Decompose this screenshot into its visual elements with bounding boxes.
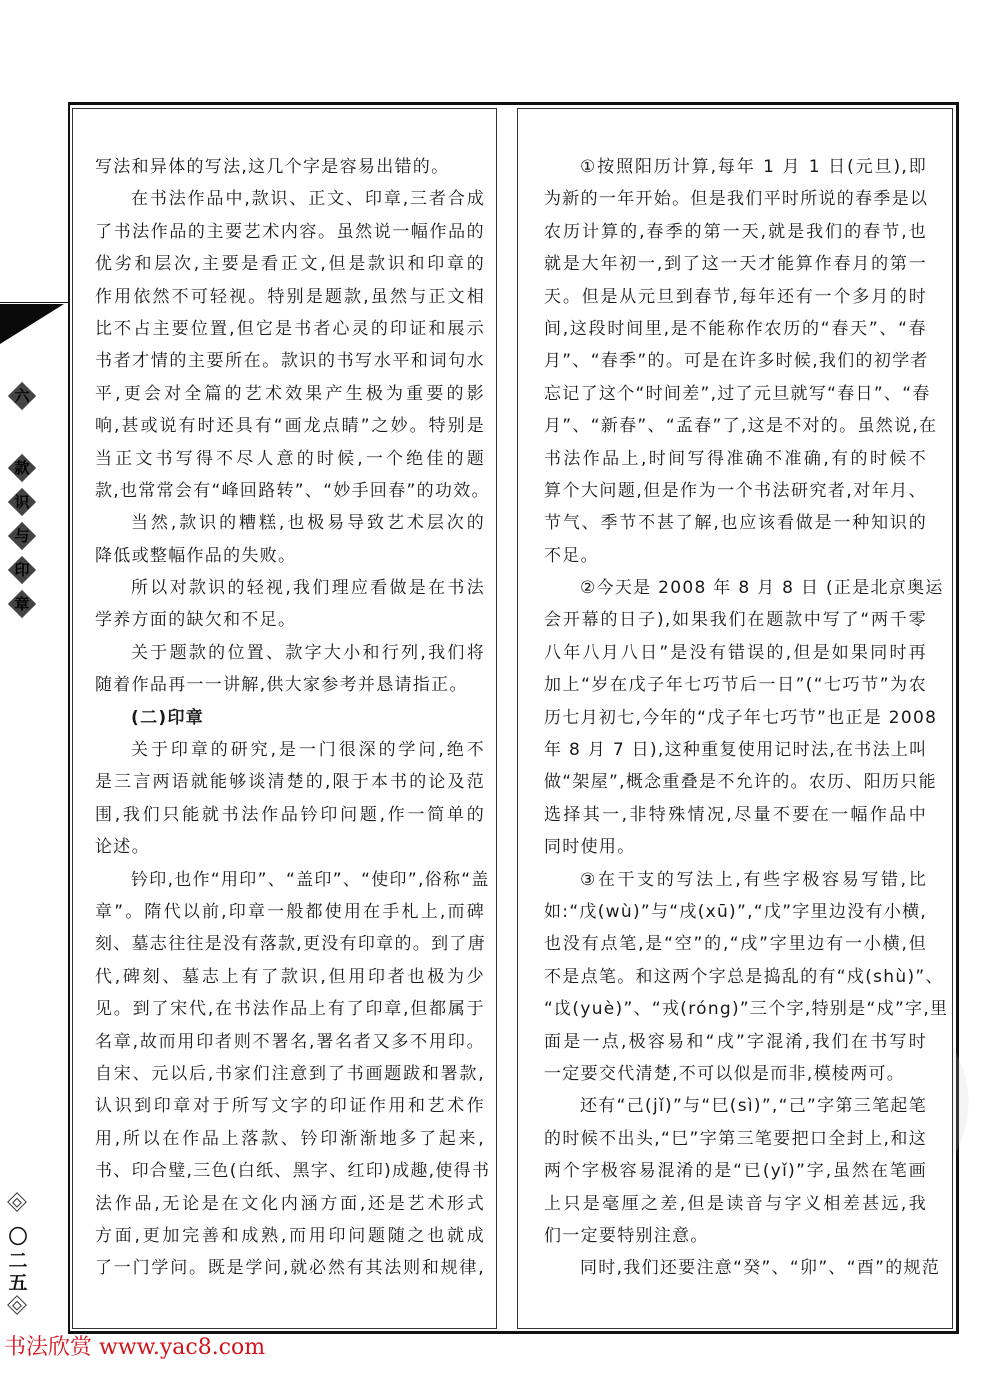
text-line: 历七月初七,今年的“戊子年七巧节”也正是 2008 [544,707,938,728]
text-line: 年 8 月 7 日),这种重复使用记时法,在书法上叫 [544,740,928,761]
text-line: 两个字极容易混淆的是“已(yǐ)”字,虽然在笔画 [544,1161,927,1182]
text-line: 代,碑刻、墓志上有了款识,但用印者也极为少 [95,966,485,987]
left-column-text [95,151,491,1285]
text-line: 不是点笔。和这两个字总是捣乱的有“戍(shù)”、 [544,966,944,987]
chapter-title-char: 印 [8,556,36,584]
site-watermark: 书法欣赏 www.yac8.com [4,1335,266,1360]
text-line: 就是大年初一,到了这一天才能算作春月的第一 [544,254,927,275]
text-line: 关于印章的研究,是一门很深的学问,绝不 [131,740,485,761]
text-line: 响,甚或说有时还具有“画龙点睛”之妙。特别是 [95,416,485,437]
text-line: 月”、“新春”、“孟春”了,这是不对的。虽然说,在 [544,416,938,437]
text-line: 方面,更加完善和成熟,而用印问题随之也就成 [95,1225,485,1246]
left-column [72,108,497,1329]
text-line: 在书法作品中,款识、正文、印章,三者合成 [131,189,485,210]
text-line: 钤印,也作“用印”、“盖印”、“使印”,俗称“盖 [131,869,490,890]
text-line: 天。但是从元旦到春节,每年还有一个多月的时 [544,286,927,307]
text-line: 还有“己(jǐ)”与“巳(sì)”,“己”字第三笔起笔 [580,1096,927,1117]
text-line: ②今天是 2008 年 8 月 8 日 (正是北京奥运 [580,578,944,599]
text-line: 作用依然不可轻视。特别是题款,虽然与正文相 [95,286,485,307]
text-line: 月”、“春季”的。可是在许多时候,我们的初学者 [544,351,929,372]
text-line: 同时,我们还要注意“癸”、“卯”、“酉”的规范 [580,1258,941,1279]
text-line: 的时候不出头,“巳”字第三笔要把口全封上,和这 [544,1128,927,1149]
text-line: 当正文书写得不尽人意的时候,一个绝佳的题 [95,448,485,469]
text-line: 围,我们只能就书法作品钤印问题,作一简单的 [95,804,485,825]
text-line: 学养方面的缺欠和不足。 [95,610,297,631]
text-line: 也没有点笔,是“空”的,“戌”字里边有一小横,但 [544,934,927,955]
text-line: 认识到印章对于所写文字的印证作用和艺术作 [95,1096,485,1117]
text-line: “戉(yuè)”、“戎(róng)”三个字,特别是“戍”字,里 [544,999,949,1020]
text-line: 随着作品再一一讲解,供大家参考并恳请指正。 [95,675,468,696]
chapter-title-char: 章 [8,590,36,618]
text-line: 会开幕的日子),如果我们在题款中写了“两千零 [544,610,927,631]
side-rule [0,302,68,303]
text-line: 关于题款的位置、款字大小和行列,我们将 [131,642,485,663]
page-number-char: 二 [8,1250,28,1272]
text-line: 当然,款识的糟糕,也极易导致艺术层次的 [131,513,485,534]
text-line: 是三言两语就能够谈清楚的,限于本书的论及范 [95,772,485,793]
text-line: 面是一点,极容易和“戌”字混淆,我们在书写时 [544,1031,927,1052]
text-line: 同时使用。 [544,837,636,858]
ornament-diamond-icon [7,1192,27,1212]
chapter-title-char: 款 [8,454,36,482]
right-column [517,108,953,1329]
page-number-char: 〇 [8,1226,28,1248]
text-line: 书者才情的主要所在。款识的书写水平和词句水 [95,351,485,372]
text-line: 用,所以在作品上落款、钤印渐渐地多了起来, [95,1128,485,1149]
text-line: 论述。 [95,837,150,858]
text-line: 节气、季节不甚了解,也应该看做是一种知识的 [544,513,927,534]
text-line: 降低或整幅作品的失败。 [95,545,297,566]
chapter-title-char: 识 [8,488,36,516]
text-line: 见。到了宋代,在书法作品上有了印章,但都属于 [95,999,485,1020]
text-line: 一定要交代清楚,不可以似是而非,模棱两可。 [544,1063,906,1084]
page-number-char: 五 [8,1272,28,1294]
text-line: ③在干支的写法上,有些字极容易写错,比 [580,869,927,890]
text-line: 不足。 [544,545,599,566]
right-column-text [544,151,949,1285]
text-line: 书法作品上,时间写得准确不准确,有的时候不 [544,448,927,469]
text-line: 间,这段时间里,是不能称作农历的“春天”、“春 [544,318,927,339]
text-line: 算个大问题,但是作为一个书法研究者,对年月、 [544,480,927,501]
ornament-diamond-icon [7,1295,27,1315]
text-line: 名章,故而用印者则不署名,署名者又多不用印。 [95,1031,485,1052]
text-line: 上只是毫厘之差,但是读音与字义相差甚远,我 [544,1193,927,1214]
text-line: 刻、墓志往往是没有落款,更没有印章的。到了唐 [95,934,487,955]
chapter-title-char: 与 [8,522,36,550]
text-line: 了书法作品的主要艺术内容。虽然说一幅作品的 [95,221,485,242]
text-line: 优劣和层次,主要是看正文,但是款识和印章的 [95,254,485,275]
text-line: 平,更会对全篇的艺术效果产生极为重要的影 [95,383,485,404]
text-line: 书、印合璧,三色(白纸、黑字、红印)成趣,使得书 [95,1161,491,1182]
text-line: 做“架屋”,概念重叠是不允许的。农历、阳历只能 [544,772,937,793]
chapter-number-tab [8,382,36,410]
text-line: 八年八月八日”是没有错误的,但是如果同时再 [544,642,927,663]
side-black-triangle [0,304,64,344]
chapter-number: 六 [14,387,30,405]
text-line: 选择其一,非特殊情况,尽量不要在一幅作品中 [544,804,927,825]
text-line: 比不占主要位置,但它是书者心灵的印证和展示 [95,318,485,339]
text-line: 忘记了这个“时间差”,过了元旦就写“春日”、“春 [544,383,931,404]
text-line: 农历计算的,春季的第一天,就是我们的春节,也 [544,221,927,242]
text-line: 为新的一年开始。但是我们平时所说的春季是以 [544,189,929,210]
text-line: 法作品,无论是在文化内涵方面,还是艺术形式 [95,1193,485,1214]
text-line: ①按照阳历计算,每年 1 月 1 日(元旦),即 [580,157,927,177]
text-line: 了一门学问。既是学问,就必然有其法则和规律, [95,1258,485,1279]
text-line: 款,也常常会有“峰回路转”、“妙手回春”的功效。 [95,480,490,501]
text-line: 写法和异体的写法,这几个字是容易出错的。 [95,157,450,177]
section-heading: (二)印章 [131,707,205,728]
text-line: 所以对款识的轻视,我们理应看做是在书法 [131,578,485,599]
text-line: 自宋、元以后,书家们注意到了书画题跋和署款, [95,1063,485,1084]
text-line: 如:“戊(wù)”与“戌(xū)”,“戊”字里边没有小横, [544,901,928,922]
text-line: 们一定要特别注意。 [544,1225,709,1246]
text-line: 加上“岁在戊子年七巧节后一日”(“七巧节”为农 [544,675,927,696]
text-line: 章”。隋代以前,印章一般都使用在手札上,而碑 [95,901,485,922]
